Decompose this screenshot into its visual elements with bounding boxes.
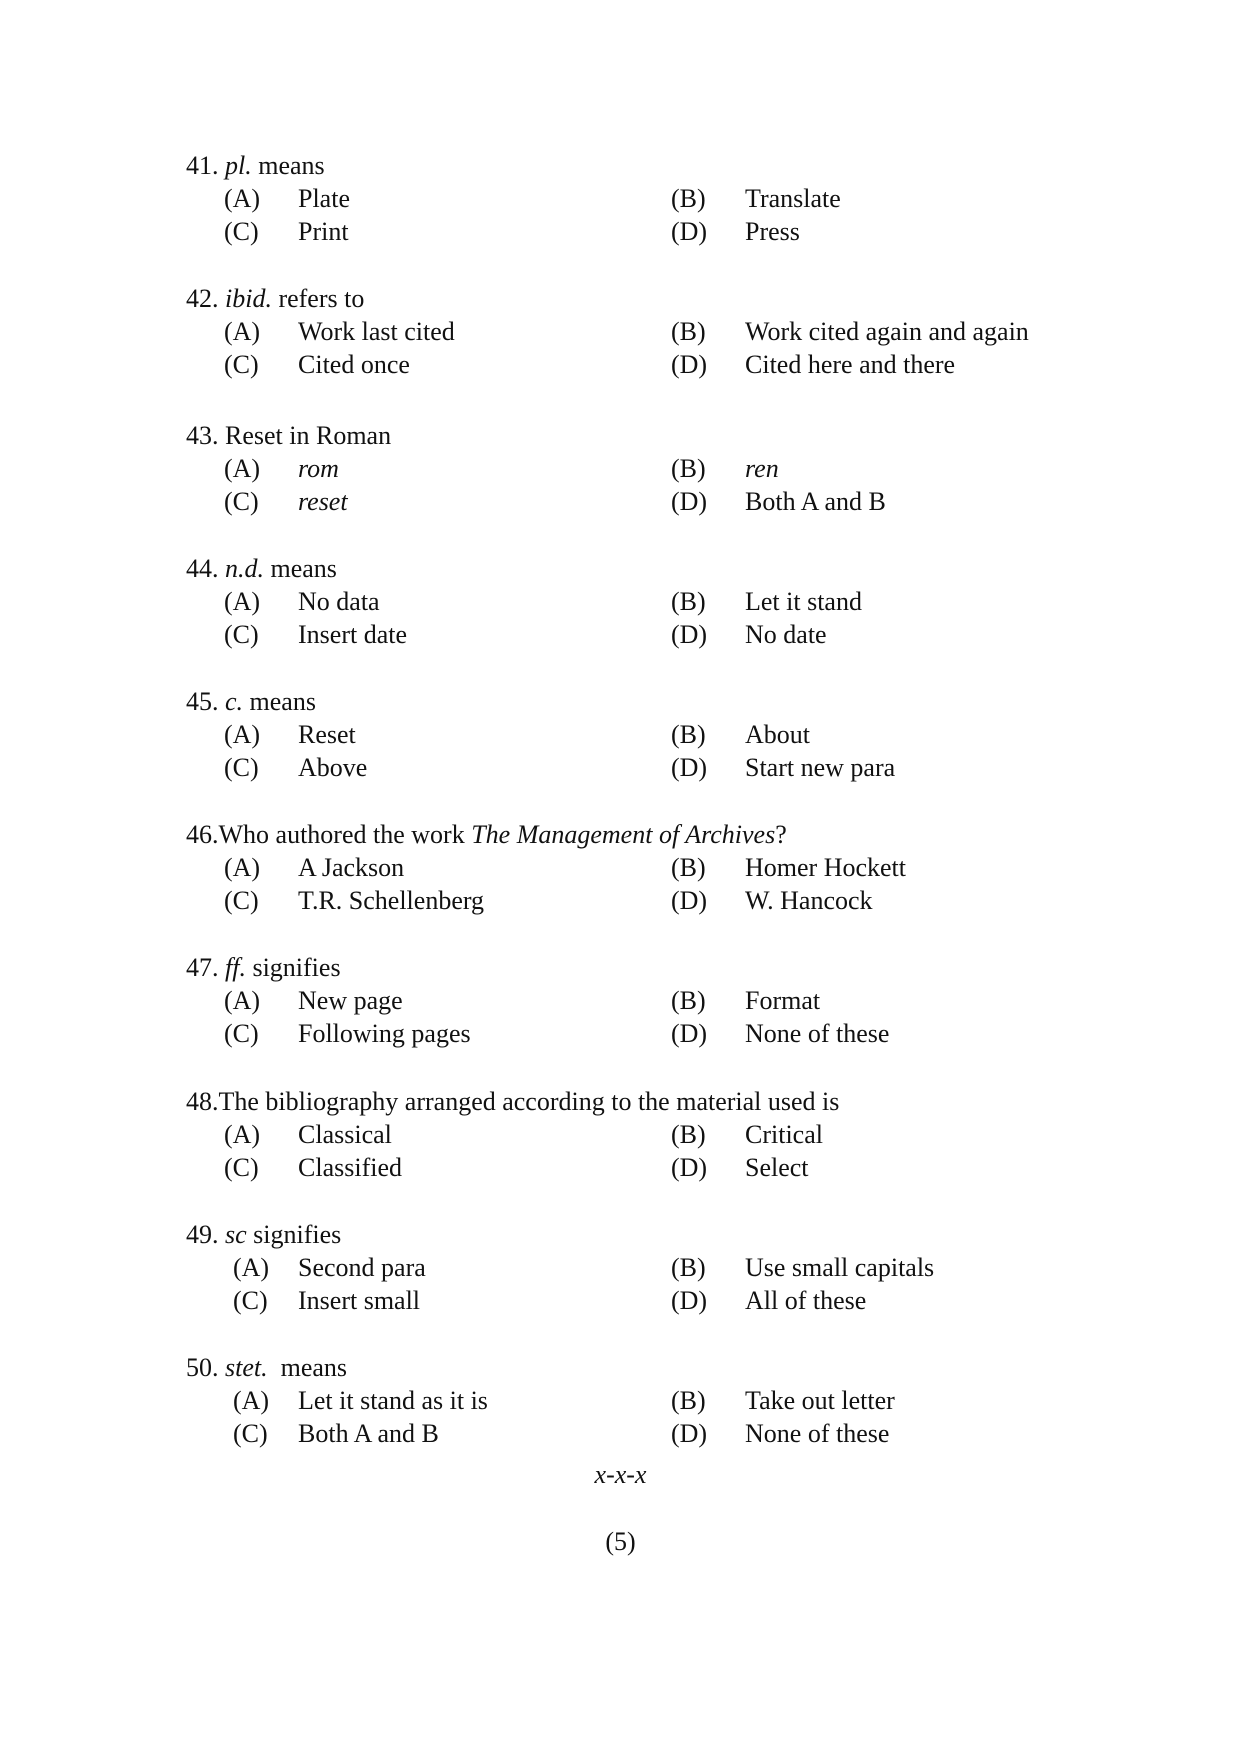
option-text: Translate — [745, 184, 841, 213]
option-letter: (B) — [671, 184, 706, 213]
stem-term: n.d. — [225, 554, 264, 583]
option-letter: (B) — [671, 986, 706, 1015]
option-row — [186, 1284, 1146, 1317]
question-stem — [186, 282, 1146, 315]
question-number: 48. — [186, 1087, 219, 1116]
option-row — [186, 751, 1146, 784]
option-letter: (A) — [224, 853, 261, 882]
option-letter: (D) — [671, 1419, 708, 1448]
option-text: Work cited again and again — [745, 317, 1029, 346]
question-43 — [186, 419, 1146, 518]
question-50 — [186, 1351, 1146, 1450]
option-text: Critical — [745, 1120, 823, 1149]
option-row — [186, 1017, 1146, 1050]
option-text: Work last cited — [298, 317, 455, 346]
option-text: Classical — [298, 1120, 392, 1149]
question-47 — [186, 951, 1146, 1050]
option-text: Select — [745, 1153, 809, 1182]
page-number: (5) — [605, 1527, 636, 1556]
option-letter: (D) — [671, 217, 708, 246]
stem-work-title: The Management of Archives — [471, 820, 776, 849]
option-row — [186, 851, 1146, 884]
question-44 — [186, 552, 1146, 651]
option-text: rom — [298, 454, 339, 483]
option-text: Plate — [298, 184, 350, 213]
question-stem — [186, 818, 1146, 851]
option-text: About — [745, 720, 810, 749]
stem-text: refers to — [271, 284, 365, 313]
stem-text: means — [243, 687, 316, 716]
option-row — [186, 1384, 1146, 1417]
option-text: T.R. Schellenberg — [298, 886, 485, 915]
option-row — [186, 1151, 1146, 1184]
option-text: W. Hancock — [745, 886, 873, 915]
option-text: Format — [745, 986, 821, 1015]
option-text: Homer Hockett — [745, 853, 907, 882]
option-letter: (A) — [224, 986, 261, 1015]
option-row — [186, 1118, 1146, 1151]
option-letter: (C) — [224, 217, 259, 246]
option-text: Insert small — [298, 1286, 421, 1315]
option-text: Following pages — [298, 1019, 471, 1048]
option-text: Use small capitals — [745, 1253, 935, 1282]
question-stem — [186, 552, 1146, 585]
option-row — [186, 1251, 1146, 1284]
option-text: Let it stand — [745, 587, 862, 616]
option-letter: (B) — [671, 587, 706, 616]
stem-text-end: ? — [775, 820, 787, 849]
stem-text: Who authored the work — [218, 820, 472, 849]
option-letter: (C) — [224, 1153, 259, 1182]
option-text: None of these — [745, 1419, 890, 1448]
option-text: A Jackson — [298, 853, 405, 882]
option-letter: (B) — [671, 1253, 706, 1282]
option-row — [186, 485, 1146, 518]
question-number: 44. — [186, 554, 219, 583]
option-letter: (B) — [671, 853, 706, 882]
end-mark: x-x-x — [594, 1460, 647, 1489]
option-row — [186, 718, 1146, 751]
option-row — [186, 1417, 1146, 1450]
question-stem — [186, 419, 1146, 452]
option-row — [186, 348, 1146, 381]
option-letter: (D) — [671, 350, 708, 379]
question-number: 49. — [186, 1220, 219, 1249]
option-row — [186, 984, 1146, 1017]
question-46 — [186, 818, 1146, 917]
option-letter: (D) — [671, 1286, 708, 1315]
option-text: New page — [298, 986, 403, 1015]
question-stem — [186, 1351, 1146, 1384]
option-text: Above — [298, 753, 368, 782]
option-text: Both A and B — [745, 487, 886, 516]
option-row — [186, 618, 1146, 651]
option-text: Classified — [298, 1153, 402, 1182]
stem-text: means — [251, 151, 325, 180]
option-row — [186, 215, 1146, 248]
option-text: Second para — [298, 1253, 426, 1282]
option-letter: (D) — [671, 487, 708, 516]
question-48 — [186, 1085, 1146, 1184]
option-text: Cited here and there — [745, 350, 956, 379]
question-number: 47. — [186, 953, 219, 982]
option-letter: (B) — [671, 317, 706, 346]
option-letter: (A) — [224, 184, 261, 213]
option-letter: (C) — [224, 620, 259, 649]
stem-term: pl. — [225, 151, 252, 180]
option-text: No date — [745, 620, 827, 649]
option-letter: (B) — [671, 1120, 706, 1149]
option-text: Both A and B — [298, 1419, 439, 1448]
option-letter: (A) — [224, 587, 261, 616]
question-number: 42. — [186, 284, 219, 313]
question-number: 41. — [186, 151, 219, 180]
option-text: None of these — [745, 1019, 890, 1048]
option-text: Let it stand as it is — [298, 1386, 488, 1415]
stem-term: stet. — [225, 1353, 268, 1382]
question-number: 45. — [186, 687, 219, 716]
option-row — [186, 884, 1146, 917]
question-number: 43. — [186, 421, 219, 450]
option-text: Take out letter — [745, 1386, 895, 1415]
option-letter: (A) — [224, 317, 261, 346]
stem-text: Reset in Roman — [218, 421, 392, 450]
option-letter: (A) — [233, 1386, 270, 1415]
option-row — [186, 182, 1146, 215]
question-stem — [186, 685, 1146, 718]
question-45 — [186, 685, 1146, 784]
option-letter: (C) — [224, 886, 259, 915]
option-text: No data — [298, 587, 380, 616]
question-stem — [186, 951, 1146, 984]
option-letter: (B) — [671, 454, 706, 483]
stem-term: c. — [225, 687, 244, 716]
question-42 — [186, 282, 1146, 381]
option-letter: (D) — [671, 753, 708, 782]
option-letter: (A) — [233, 1253, 270, 1282]
option-letter: (D) — [671, 620, 708, 649]
question-stem — [186, 1218, 1146, 1251]
option-letter: (D) — [671, 886, 708, 915]
option-letter: (A) — [224, 454, 261, 483]
option-text: Cited once — [298, 350, 410, 379]
option-text: Print — [298, 217, 349, 246]
option-text: Press — [745, 217, 800, 246]
option-text: Reset — [298, 720, 356, 749]
stem-term: ibid. — [225, 284, 272, 313]
option-text: ren — [745, 454, 779, 483]
stem-term: ff. — [225, 953, 246, 982]
option-text: reset — [298, 487, 348, 516]
option-letter: (B) — [671, 1386, 706, 1415]
option-text: All of these — [745, 1286, 867, 1315]
option-letter: (D) — [671, 1153, 708, 1182]
option-row — [186, 452, 1146, 485]
question-49 — [186, 1218, 1146, 1317]
question-number: 46. — [186, 820, 219, 849]
option-letter: (D) — [671, 1019, 708, 1048]
question-41 — [186, 149, 1146, 248]
option-row — [186, 585, 1146, 618]
option-text: Start new para — [745, 753, 896, 782]
option-text: Insert date — [298, 620, 408, 649]
stem-term: sc — [225, 1220, 247, 1249]
stem-text: signifies — [246, 1220, 342, 1249]
option-letter: (A) — [224, 1120, 261, 1149]
option-letter: (C) — [233, 1286, 268, 1315]
stem-text: The bibliography arranged according to the material used is — [218, 1087, 840, 1116]
question-stem — [186, 1085, 1146, 1118]
option-letter: (C) — [224, 487, 259, 516]
option-letter: (C) — [224, 1019, 259, 1048]
option-letter: (A) — [224, 720, 261, 749]
option-row — [186, 315, 1146, 348]
option-letter: (B) — [671, 720, 706, 749]
option-letter: (C) — [233, 1419, 268, 1448]
stem-text: means — [267, 1353, 348, 1382]
question-stem — [186, 149, 1146, 182]
stem-text: signifies — [245, 953, 341, 982]
option-letter: (C) — [224, 753, 259, 782]
stem-text: means — [264, 554, 337, 583]
question-number: 50. — [186, 1353, 219, 1382]
option-letter: (C) — [224, 350, 259, 379]
